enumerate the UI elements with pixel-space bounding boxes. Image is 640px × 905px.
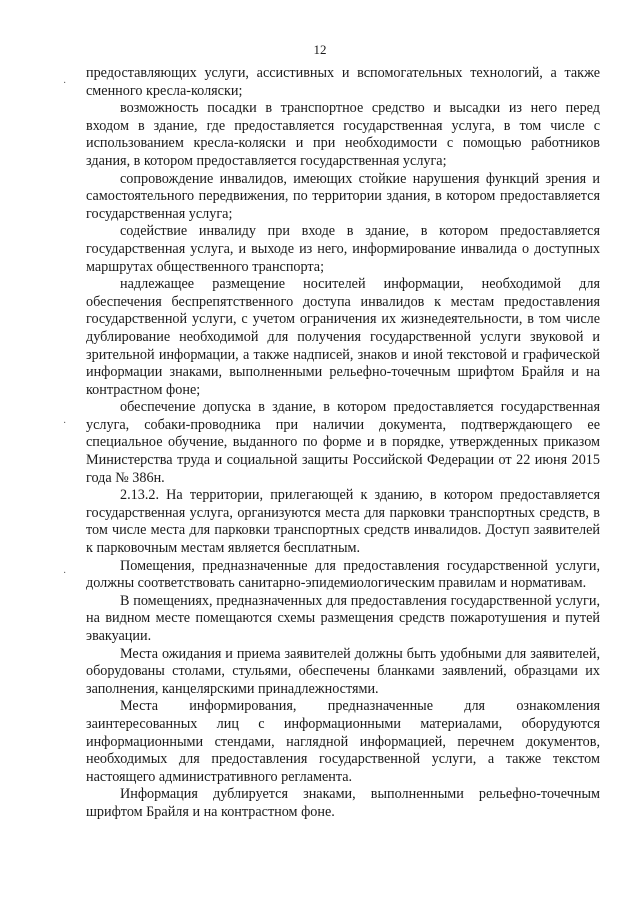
paragraph: Места ожидания и приема заявителей должны быть удобными для заявителей, оборудованы столами, стульями, обеспечены бланками заявлений, образцами их заполнения, канцелярскими принадлежностями. — [86, 645, 600, 697]
paragraph: Места информирования, предназначенные для ознакомления заинтересованных лиц с информационными материалами, оборудуются информационными стендами, наглядной информацией, перечнем документов, необходимых для предоставления государственной услуги, а также текстом настоящего административного регламента. — [86, 698, 600, 785]
margin-dot: · — [63, 78, 67, 89]
paragraph: Помещения, предназначенные для предоставления государственной услуги, должны соответствовать санитарно-эпидемиологическим правилам и нормативам. — [86, 557, 600, 592]
paragraph: содействие инвалиду при входе в здание, в котором предоставляется государственная услуга, и выходе из него, информирование инвалида о доступных маршрутах общественного транспорта; — [86, 223, 600, 275]
document-body — [86, 65, 600, 822]
paragraph: 2.13.2. На территории, прилегающей к зданию, в котором предоставляется государственная услуга, организуются места для парковки транспортных средств, в том числе места для парковки транспортных средств инвалидов. Доступ заявителей к парковочным местам является бесплатным. — [86, 487, 600, 557]
paragraph: возможность посадки в транспортное средство и высадки из него перед входом в здание, где предоставляется государственная услуга, в том числе с использованием кресла-коляски и при необходимости с помощью работников здания, в котором предоставляется государственная услуга; — [86, 100, 600, 169]
paragraph: сопровождение инвалидов, имеющих стойкие нарушения функций зрения и самостоятельного передвижения, по территории здания, в котором предоставляется государственная услуга; — [86, 170, 600, 222]
paragraph: надлежащее размещение носителей информации, необходимой для обеспечения беспрепятственного доступа инвалидов к местам предоставления государственной услуги, с учетом ограничения их жизнедеятельности, в том числе дублирование необходимой для получения государственной услуги звуковой и зрительной информации, а также надписей, знаков и иной текстовой и графической информации знаками, выполненными рельефно-точечным шрифтом Брайля и на контрастном фоне; — [86, 276, 600, 398]
margin-dot: · — [63, 568, 67, 579]
page-number: 12 — [313, 42, 327, 57]
paragraph: В помещениях, предназначенных для предоставления государственной услуги, на видном месте помещаются схемы размещения средств пожаротушения и путей эвакуации. — [86, 592, 600, 644]
margin-dot: · — [63, 418, 67, 429]
paragraph: предоставляющих услуги, ассистивных и вспомогательных технологий, а также сменного кресла-коляски; — [86, 65, 600, 99]
paragraph: обеспечение допуска в здание, в котором предоставляется государственная услуга, собаки-проводника при наличии документа, подтверждающего ее специальное обучение, выданного по форме и в порядке, утвержденных приказом Министерства труда и социальной защиты Российской Федерации от 22 июня 2015 года № 386н. — [86, 399, 600, 486]
paragraph: Информация дублируется знаками, выполненными рельефно-точечным шрифтом Брайля и на контрастном фоне. — [86, 786, 600, 820]
